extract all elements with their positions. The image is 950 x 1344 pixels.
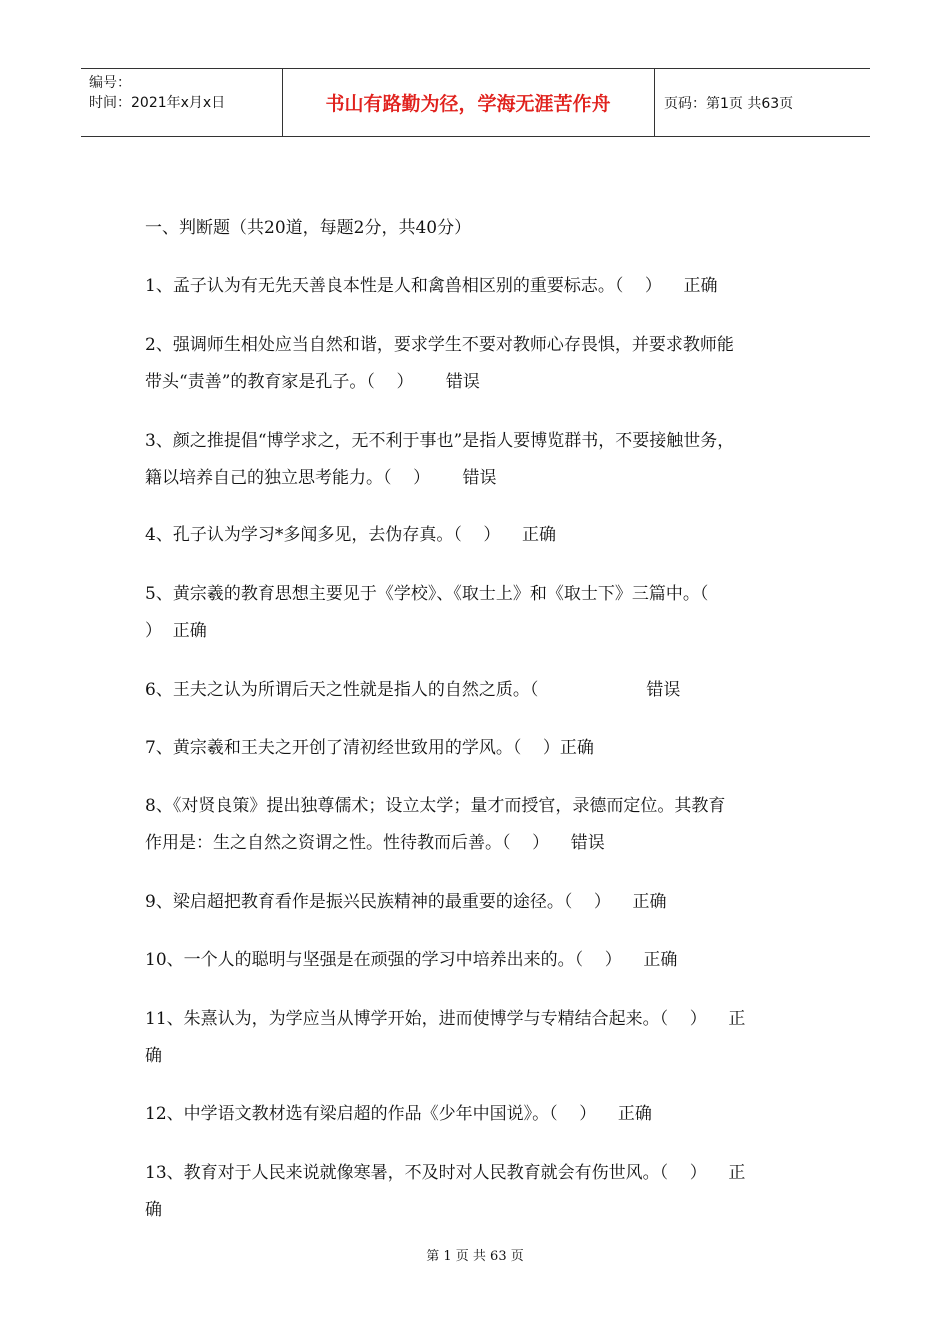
question-12 <box>145 1096 810 1133</box>
question-text: 5、黄宗羲的教育思想主要见于《学校》、《取士上》和《取士下》三篇中。（ <box>145 584 709 604</box>
question-text: 3、颜之推提倡“博学求之，无不利于事也”是指人要博览群书，不要接触世务， <box>145 431 735 451</box>
question-6 <box>145 672 810 709</box>
section-title: 一、判断题（共20道，每题2分，共40分） <box>145 218 472 238</box>
question-11 <box>145 1001 810 1075</box>
question-text-cont: 作用是：生之自然之资谓之性。性待教而后善。（ ） 错误 <box>145 833 605 853</box>
question-1 <box>145 268 810 305</box>
question-10 <box>145 942 810 979</box>
page-header <box>81 68 870 137</box>
question-5 <box>145 576 810 650</box>
question-text: 2、强调师生相处应当自然和谐，要求学生不要对教师心存畏惧，并要求教师能 <box>145 335 734 355</box>
question-text: 9、梁启超把教育看作是振兴民族精神的最重要的途径。（ ） 正确 <box>145 892 667 912</box>
question-text-cont: 籍以培养自己的独立思考能力。（ ） 错误 <box>145 468 497 488</box>
question-9 <box>145 884 810 921</box>
time-label: 时间：2021年x月x日 <box>89 95 226 111</box>
header-divider-right <box>654 69 655 136</box>
question-text-cont: ） 正确 <box>145 621 207 641</box>
question-text: 10、一个人的聪明与坚强是在顽强的学习中培养出来的。（ ） 正确 <box>145 950 678 970</box>
question-text-cont: 确 <box>145 1200 162 1220</box>
question-text: 7、黄宗羲和王夫之开创了清初经世致用的学风。（ ）正确 <box>145 738 594 758</box>
question-text: 8、《对贤良策》提出独尊儒术；设立太学；量才而授官，录德而定位。其教育 <box>145 796 726 816</box>
question-text: 4、孔子认为学习*多闻多见，去伪存真。（ ） 正确 <box>145 525 557 545</box>
question-text-cont: 带头“责善”的教育家是孔子。（ ） 错误 <box>145 372 480 392</box>
header-meta <box>89 73 225 113</box>
question-text: 6、王夫之认为所谓后天之性就是指人的自然之质。（ 错误 <box>145 680 681 700</box>
question-text: 11、朱熹认为，为学应当从博学开始，进而使博学与专精结合起来。（ ） 正 <box>145 1009 746 1029</box>
question-13 <box>145 1155 810 1229</box>
question-text: 12、中学语文教材选有梁启超的作品《少年中国说》。（ ） 正确 <box>145 1104 652 1124</box>
question-text-cont: 确 <box>145 1046 162 1066</box>
header-motto: 书山有路勤为径，学海无涯苦作舟 <box>325 93 611 115</box>
question-4 <box>145 517 810 554</box>
question-text: 1、孟子认为有无先天善良本性是人和禽兽相区别的重要标志。（ ） 正确 <box>145 276 718 296</box>
question-text: 13、教育对于人民来说就像寒暑，不及时对人民教育就会有伤世风。（ ） 正 <box>145 1163 746 1183</box>
question-8 <box>145 788 810 862</box>
header-page-info: 页码：第1页 共63页 <box>664 95 794 112</box>
question-7 <box>145 730 810 767</box>
question-2 <box>145 327 810 401</box>
question-3 <box>145 423 810 497</box>
page-footer: 第 1 页 共 63 页 <box>426 1249 524 1264</box>
code-label: 编号： <box>89 75 131 91</box>
